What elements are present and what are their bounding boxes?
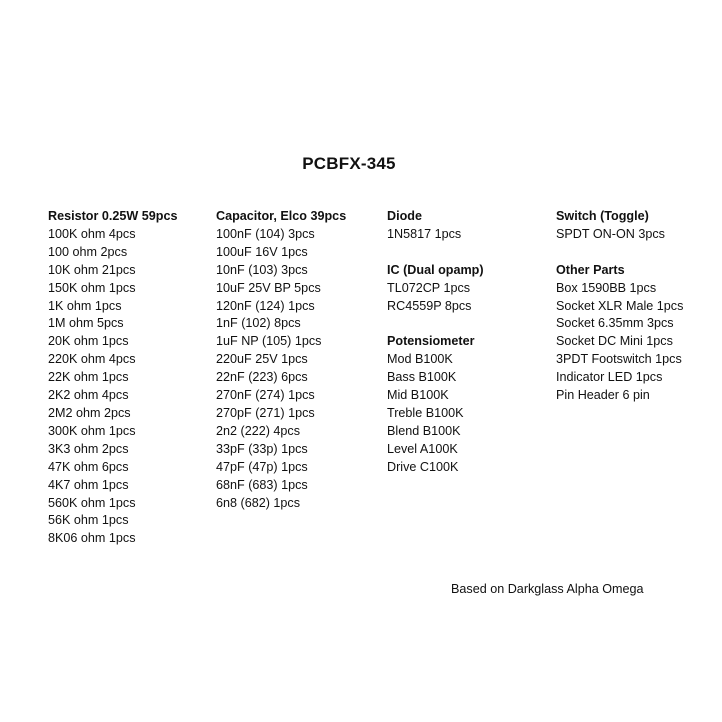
list-item: 22nF (223) 6pcs [216, 370, 308, 385]
section-spacer [556, 244, 683, 262]
list-item: Box 1590BB 1pcs [556, 280, 657, 295]
section-heading-switch: Switch (Toggle) [556, 209, 649, 223]
list-item: Mod B100K [387, 352, 453, 367]
list-item: 1N5817 1pcs [387, 226, 462, 241]
list-item: 22K ohm 1pcs [48, 370, 129, 385]
list-item: 560K ohm 1pcs [48, 495, 136, 510]
list-item: 6n8 (682) 1pcs [216, 495, 301, 510]
list-item: 68nF (683) 1pcs [216, 477, 308, 492]
list-item: 100K ohm 4pcs [48, 226, 136, 241]
list-item: Socket 6.35mm 3pcs [556, 316, 674, 331]
list-item: 100 ohm 2pcs [48, 244, 128, 259]
resistor-column [48, 208, 178, 548]
other-parts-section [556, 262, 683, 405]
list-item: 300K ohm 1pcs [48, 423, 136, 438]
list-item: Mid B100K [387, 388, 449, 403]
list-item: SPDT ON-ON 3pcs [556, 226, 665, 241]
list-item: Socket DC Mini 1pcs [556, 334, 673, 349]
list-item: 1M ohm 5pcs [48, 316, 124, 331]
list-item: 1K ohm 1pcs [48, 298, 122, 313]
list-item: 2K2 ohm 4pcs [48, 388, 129, 403]
document-title: PCBFX-345 [302, 154, 396, 173]
list-item: 33pF (33p) 1pcs [216, 441, 308, 456]
capacitor-section [216, 208, 346, 512]
resistor-section [48, 208, 178, 548]
list-item: 10uF 25V BP 5pcs [216, 280, 321, 295]
list-item: TL072CP 1pcs [387, 280, 471, 295]
list-item: Indicator LED 1pcs [556, 370, 663, 385]
section-heading-resistor: Resistor 0.25W 59pcs [48, 209, 178, 223]
section-heading-ic: IC (Dual opamp) [387, 262, 484, 277]
list-item: 3K3 ohm 2pcs [48, 441, 129, 456]
list-item: 1uF NP (105) 1pcs [216, 334, 322, 349]
list-item: 47K ohm 6pcs [48, 459, 129, 474]
list-item: 100uF 16V 1pcs [216, 244, 308, 259]
list-item: 56K ohm 1pcs [48, 513, 129, 528]
list-item: 20K ohm 1pcs [48, 334, 129, 349]
list-item: Blend B100K [387, 423, 461, 438]
list-item: RC4559P 8pcs [387, 298, 472, 313]
list-item: Level A100K [387, 441, 458, 456]
diode-section [387, 208, 484, 244]
list-item: Treble B100K [387, 405, 464, 420]
source-credit: Based on Darkglass Alpha Omega [451, 582, 644, 596]
potentiometer-section [387, 333, 484, 476]
list-item: 270pF (271) 1pcs [216, 405, 315, 420]
list-item: 4K7 ohm 1pcs [48, 477, 129, 492]
list-item: Bass B100K [387, 370, 457, 385]
section-heading-other-parts: Other Parts [556, 262, 625, 277]
ic-section [387, 262, 484, 316]
list-item: 8K06 ohm 1pcs [48, 531, 136, 546]
capacitor-column [216, 208, 346, 512]
switch-section [556, 208, 683, 244]
list-item: 2n2 (222) 4pcs [216, 423, 301, 438]
list-item: 150K ohm 1pcs [48, 280, 136, 295]
list-item: Socket XLR Male 1pcs [556, 298, 684, 313]
section-heading-potentiometer: Potensiometer [387, 334, 475, 349]
list-item: 47pF (47p) 1pcs [216, 459, 308, 474]
section-heading-capacitor: Capacitor, Elco 39pcs [216, 209, 347, 223]
hardware-column [556, 208, 683, 405]
list-item: 120nF (124) 1pcs [216, 298, 315, 313]
section-spacer [387, 315, 484, 333]
list-item: 1nF (102) 8pcs [216, 316, 301, 331]
list-item: 10nF (103) 3pcs [216, 262, 308, 277]
list-item: 2M2 ohm 2pcs [48, 405, 131, 420]
list-item: 220uF 25V 1pcs [216, 352, 308, 367]
list-item: 270nF (274) 1pcs [216, 388, 315, 403]
section-spacer [387, 244, 484, 262]
list-item: Drive C100K [387, 459, 459, 474]
list-item: 3PDT Footswitch 1pcs [556, 352, 682, 367]
list-item: Pin Header 6 pin [556, 388, 650, 403]
list-item: 10K ohm 21pcs [48, 262, 136, 277]
semiconductor-column [387, 208, 484, 477]
list-item: 100nF (104) 3pcs [216, 226, 315, 241]
section-heading-diode: Diode [387, 209, 422, 223]
list-item: 220K ohm 4pcs [48, 352, 136, 367]
